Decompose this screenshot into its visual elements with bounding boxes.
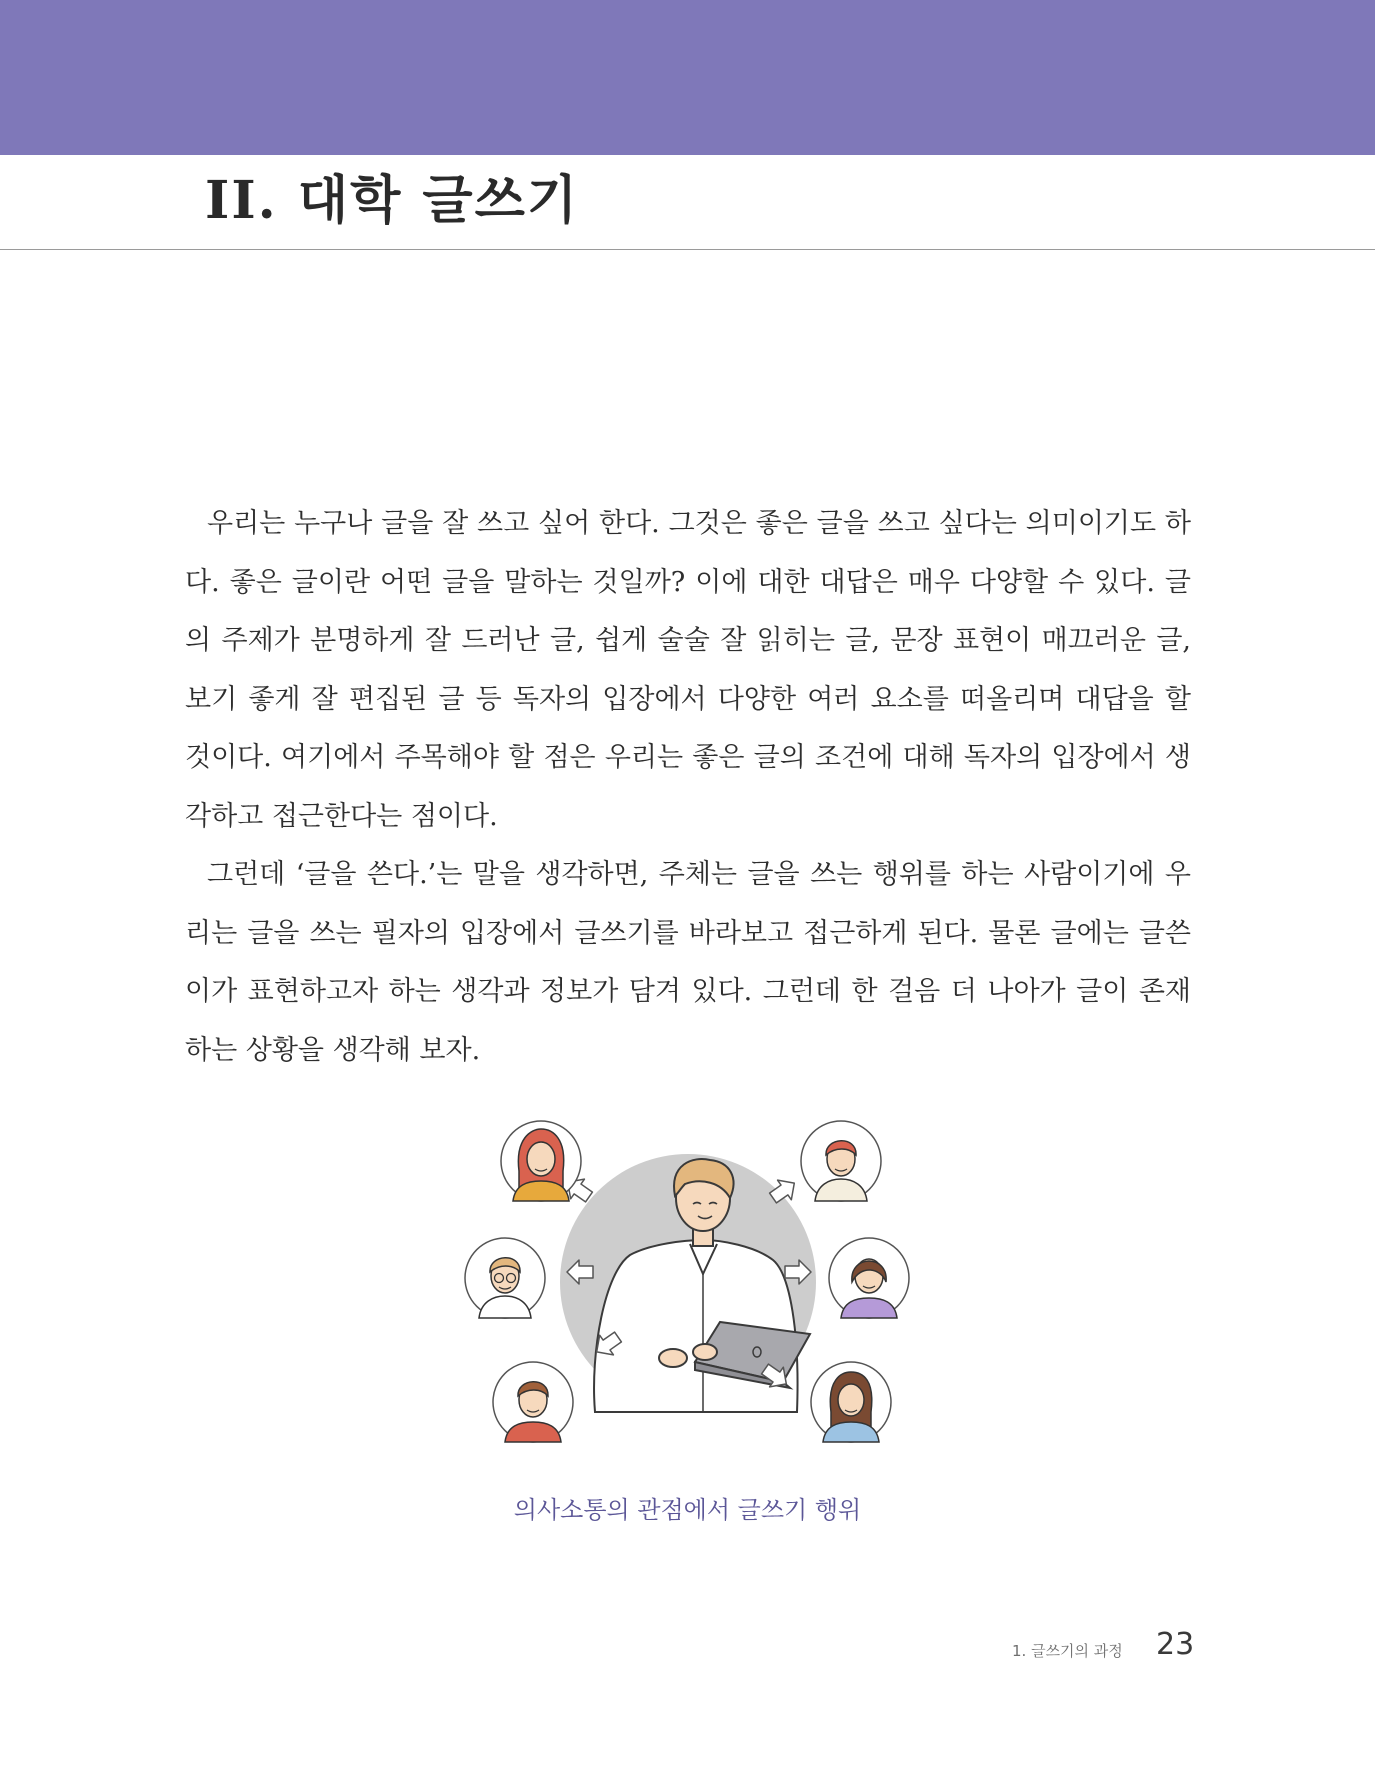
reader-avatar-top-left	[501, 1121, 581, 1201]
page-number: 23	[1156, 1627, 1195, 1662]
body-text	[185, 495, 1191, 1080]
paragraph-2: 그런데 ‘글을 쓴다.’는 말을 생각하면, 주체는 글을 쓰는 행위를 하는 사람이기에 우리는 글을 쓰는 필자의 입장에서 글쓰기를 바라보고 접근하게 된다. 물론 글에는 글쓴이가 표현하고자 하는 생각과 정보가 담겨 있다. 그런데 한 걸음 더 나아가 글이 존재하는 상황을 생각해 보자.	[185, 859, 1191, 1066]
reader-avatar-top-right	[801, 1121, 881, 1201]
paragraph-1: 우리는 누구나 글을 잘 쓰고 싶어 한다. 그것은 좋은 글을 쓰고 싶다는 의미이기도 하다. 좋은 글이란 어떤 글을 말하는 것일까? 이에 대한 대답은 매우 다양할 수 있다. 글의 주제가 분명하게 잘 드러난 글, 쉽게 술술 잘 읽히는 글, 문장 표현이 매끄러운 글, 보기 좋게 잘 편집된 글 등 독자의 입장에서 다양한 여러 요소를 떠올리며 대답을 할 것이다. 여기에서 주목해야 할 점은 우리는 좋은 글의 조건에 대해 독자의 입장에서 생각하고 접근한다는 점이다.	[185, 508, 1191, 832]
reader-avatar-middle-right	[829, 1238, 909, 1318]
header-band	[0, 0, 1375, 155]
reader-avatar-bottom-right	[811, 1362, 891, 1442]
title-divider	[0, 249, 1375, 250]
footer-section-title: 1. 글쓰기의 과정	[1012, 1642, 1123, 1660]
figure-caption: 의사소통의 관점에서 글쓰기 행위	[513, 1496, 862, 1524]
chapter-title: II. 대학 글쓰기	[205, 170, 580, 231]
communication-illustration	[455, 1112, 920, 1452]
reader-avatar-middle-left	[465, 1238, 545, 1318]
reader-avatar-bottom-left	[493, 1362, 573, 1442]
